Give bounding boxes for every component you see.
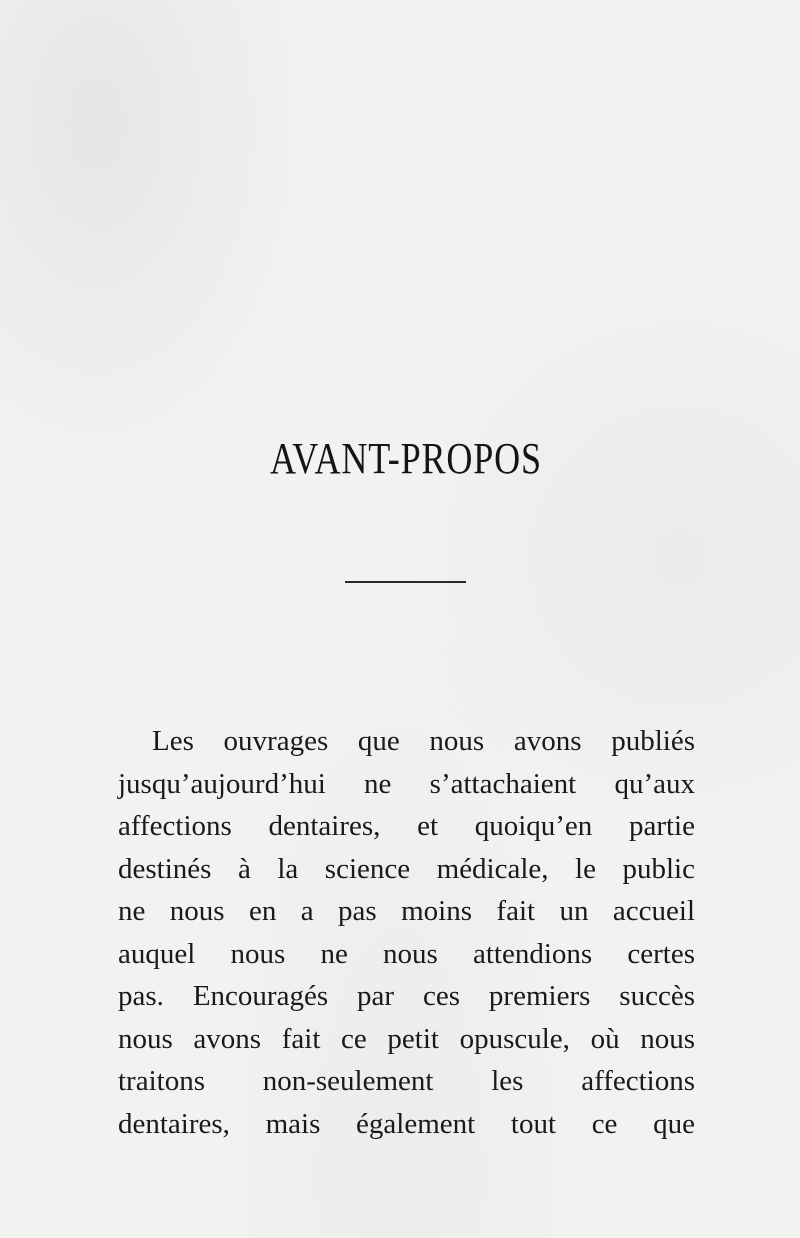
- text-line: affections dentaires, et quoiqu’en partie: [118, 810, 695, 842]
- text-line: auquel nous ne nous attendions certes: [118, 937, 695, 970]
- text-line: nous avons fait ce petit opuscule, où nous: [118, 1022, 695, 1055]
- text-line: destinés à la science médicale, le public: [118, 852, 695, 885]
- page-title: AVANT-PROPOS: [270, 434, 542, 483]
- title-divider: [345, 581, 466, 583]
- foreword-paragraph: [118, 720, 695, 1145]
- text-line: Les ouvrages que nous avons publiés: [152, 725, 695, 757]
- text-line: ne nous en a pas moins fait un accueil: [118, 895, 695, 927]
- text-line: pas. Encouragés par ces premiers succès: [118, 980, 695, 1012]
- text-line: traitons non-seulement les affections: [118, 1065, 695, 1097]
- text-line: dentaires, mais également tout ce que: [118, 1107, 695, 1140]
- text-line: jusqu’aujourd’hui ne s’attachaient qu’aux: [118, 767, 695, 800]
